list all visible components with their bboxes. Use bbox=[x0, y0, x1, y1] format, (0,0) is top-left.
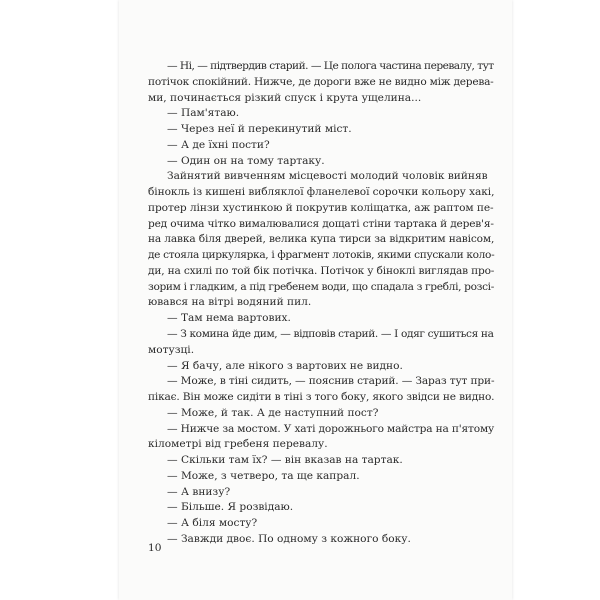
text-line: Зайнятий вивченням місцевості молодий чоловік вийняв bbox=[167, 170, 488, 183]
text-line: кілометрі від гребеня перевалу. bbox=[148, 438, 328, 451]
text-line: бінокль із кишені вибляклої фланелевої сорочки кольору хакі, bbox=[148, 186, 495, 199]
text-line: — Може, й так. А де наступний пост? bbox=[167, 406, 379, 419]
text-line: ми, починається різкий спуск і крута ущелина... bbox=[148, 91, 422, 104]
text-line: де стояла циркулярка, і фрагмент лотоків, якими спускали коло- bbox=[148, 249, 495, 262]
text-line: мотузці. bbox=[148, 343, 195, 356]
text-line: ювався на вітрі водяний пил. bbox=[148, 296, 312, 309]
text-line: ди, на схилі по той бік потічка. Потічок у біноклі виглядав про- bbox=[148, 264, 495, 277]
text-line: — Через неї й перекинутий міст. bbox=[167, 123, 352, 136]
text-line: — Може, в тіні сидить, — пояснив старий. — Зараз тут при- bbox=[167, 375, 495, 388]
text-line: — А біля мосту? bbox=[167, 517, 258, 530]
text-line: — Ні, — підтвердив старий. — Це полога частина перевалу, тут bbox=[167, 60, 494, 72]
text-line: — Більше. Я розвідаю. bbox=[167, 501, 294, 514]
text-line: ред очима чітко вималювалися дощаті стіни тартака й дерев'я- bbox=[148, 217, 494, 230]
text-line: — З комина йде дим, — відповів старий. — І одяг сушиться на bbox=[167, 328, 494, 341]
text-line: — Там нема вартових. bbox=[167, 312, 291, 325]
text-line: — Один он на тому тартаку. bbox=[167, 154, 325, 167]
text-line: — Пам'ятаю. bbox=[167, 107, 240, 120]
text-line: — Завжди двоє. По одному з кожного боку. bbox=[167, 532, 411, 545]
text-line: — Нижче за мостом. У хаті дорожнього майстра на п'ятому bbox=[167, 422, 495, 435]
text-line: пікає. Він може сидіти в тіні з того боку, якого звідси не видно. bbox=[148, 391, 495, 404]
text-line: — Я бачу, але нікого з вартових не видно. bbox=[167, 359, 403, 372]
text-line: — А де їхні пости? bbox=[167, 138, 270, 151]
text-line: — А внизу? bbox=[167, 485, 231, 498]
page-number: 10 bbox=[148, 542, 162, 554]
text-line: зорим і гладким, а під гребенем води, що спадала з греблі, розсі- bbox=[148, 280, 494, 293]
text-line: — Може, з четверо, та ще капрал. bbox=[167, 469, 360, 482]
text-line: на лавка біля дверей, велика купа тирси за відкритим навісом, bbox=[148, 233, 495, 246]
text-line: — Скільки там їх? — він вказав на тартак. bbox=[167, 454, 403, 467]
text-line: потічок спокійний. Нижче, де дороги вже не видно між дерева- bbox=[148, 75, 494, 88]
text-line: протер лінзи хустинкою й покрутив коліщатка, аж раптом пе- bbox=[148, 201, 494, 214]
body-text bbox=[148, 59, 494, 548]
